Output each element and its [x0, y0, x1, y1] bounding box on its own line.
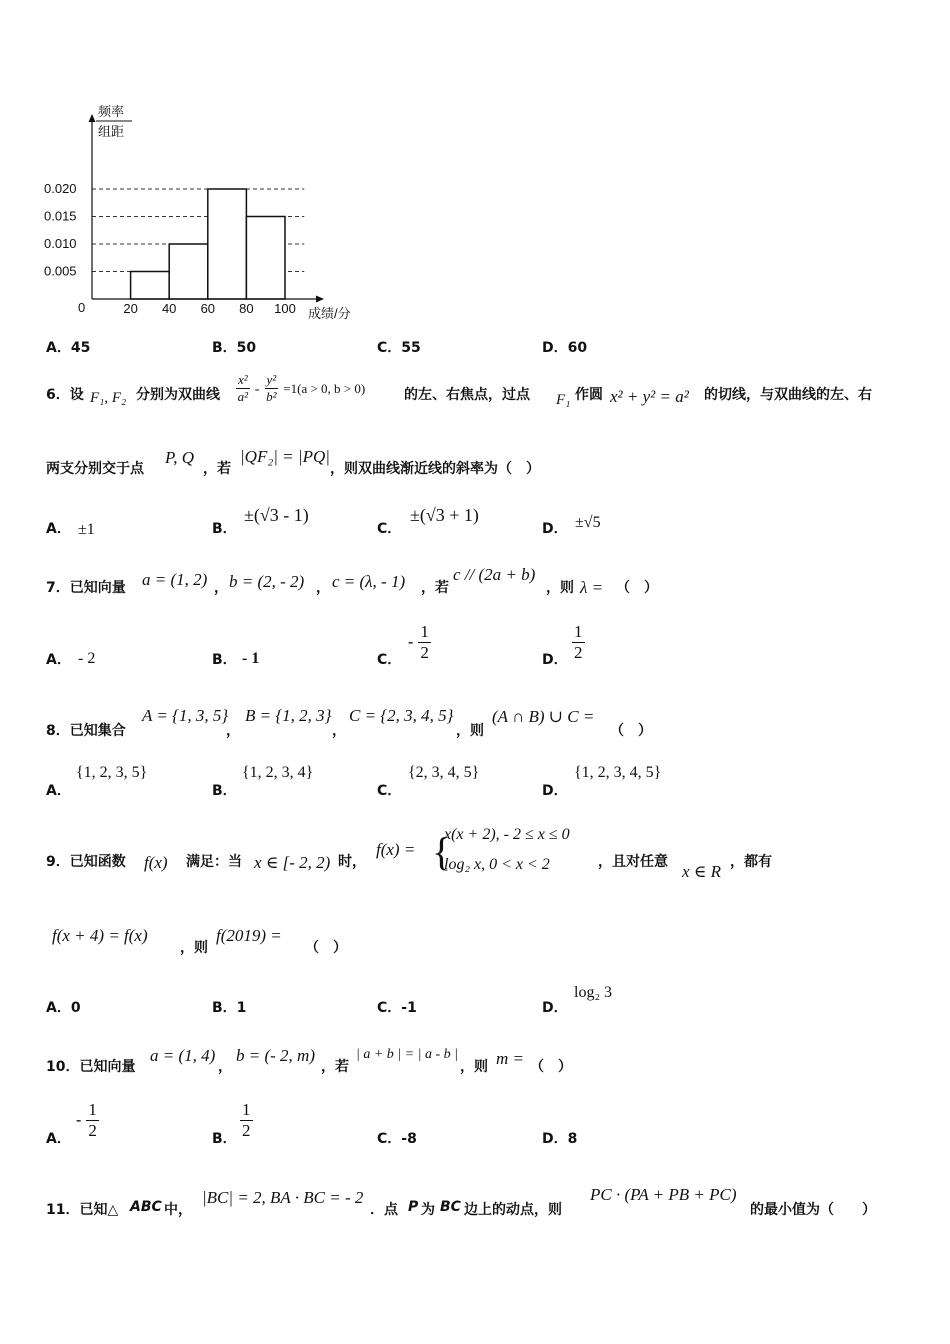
q9-text-3: ，且对任意	[598, 854, 668, 870]
q7-number: 7．已知向量	[46, 580, 126, 596]
q9-text-4: ，都有	[730, 854, 772, 870]
q6-f1: F₁	[556, 392, 571, 408]
q6-text-5: 两支分别交于点	[46, 461, 144, 477]
q9-text-2: 时，	[338, 854, 366, 870]
ylabel-bottom: 组距	[98, 124, 125, 139]
q8-option-c-label[interactable]: C．	[377, 783, 402, 799]
q10-option-a[interactable]: - $\frac{1}{2}$	[76, 1100, 97, 1140]
q11-text-3: 为	[421, 1202, 435, 1218]
q9-x-in-r: x ∈ R	[682, 862, 722, 881]
q5-option-d[interactable]: D．60	[542, 340, 588, 356]
histogram-chart	[40, 100, 370, 330]
y-axis-arrow	[89, 114, 96, 122]
q6-text-4: 的切线，与双曲线的左、右	[704, 387, 872, 403]
histogram-bar	[169, 244, 208, 299]
q9-function: f(x)	[144, 853, 168, 872]
q7-option-d[interactable]: $\frac{1}{2}$	[574, 622, 583, 662]
x-axis-arrow	[316, 296, 324, 303]
q8-option-a[interactable]: {1, 2, 3, 5}	[76, 764, 148, 781]
q10-option-d[interactable]: D．8	[542, 1131, 578, 1147]
q9-case-1: x(x + 2), - 2 ≤ x ≤ 0	[444, 826, 570, 843]
q6-text-1: 分别为双曲线	[136, 387, 220, 403]
q7-comma-2: ，	[316, 580, 330, 596]
q11-expression: PC · (PA + PB + PC)	[590, 1185, 737, 1204]
x-tick-label: 20	[123, 301, 138, 316]
q9-brace: {	[432, 829, 452, 874]
q8-text-2: （ ）	[610, 723, 652, 739]
q10-vector-a: a = (1, 4)	[150, 1046, 216, 1065]
q5-option-c[interactable]: C．55	[377, 340, 421, 356]
q7-condition: c // (2a + b)	[453, 565, 536, 584]
q10-option-b[interactable]: $\frac{1}{2}$	[242, 1100, 251, 1140]
y-tick-label: 0.005	[44, 263, 77, 279]
q5-option-b[interactable]: B．50	[212, 340, 257, 356]
q10-text-3: （ ）	[530, 1059, 572, 1075]
q6-text-7: ，则双曲线渐近线的斜率为（ ）	[330, 461, 540, 477]
q11-p: P	[408, 1199, 419, 1215]
q8-option-d[interactable]: {1, 2, 3, 4, 5}	[574, 764, 662, 781]
x-tick-label: 100	[274, 301, 296, 316]
q9-text-6: （ ）	[305, 940, 347, 956]
y-tick-label: 0.015	[44, 208, 77, 224]
x-tick-label: 60	[200, 301, 216, 316]
q8-option-a-label[interactable]: A．	[46, 783, 71, 799]
q9-option-d[interactable]: log₂ 3	[574, 984, 613, 1001]
q11-condition: |BC| = 2, BA · BC = - 2	[202, 1188, 364, 1207]
q6-circle: x² + y² = a²	[610, 387, 689, 406]
histogram-bar	[246, 217, 285, 300]
q8-comma-1: ，	[226, 723, 240, 739]
y-tick-label: 0.010	[44, 236, 77, 251]
q9-option-c-label[interactable]: C．-1	[377, 1000, 417, 1016]
q7-vector-a: a = (1, 2)	[142, 570, 208, 589]
q8-comma-2: ，	[332, 723, 346, 739]
q6-option-b[interactable]: ±(√3 - 1)	[244, 505, 309, 525]
q8-text-1: ，则	[456, 723, 484, 739]
q7-option-c[interactable]: - $\frac{1}{2}$	[408, 622, 429, 662]
origin-label: 0	[78, 300, 86, 315]
q8-option-b[interactable]: {1, 2, 3, 4}	[242, 764, 314, 781]
q6-option-a[interactable]: ±1	[78, 521, 95, 538]
q8-option-c[interactable]: {2, 3, 4, 5}	[408, 764, 480, 781]
q7-option-c-label[interactable]: C．	[377, 652, 402, 668]
q8-option-d-label[interactable]: D．	[542, 783, 568, 799]
q7-text-2: ，则	[546, 580, 574, 596]
q6-text-3: 作圆	[575, 387, 603, 403]
q7-option-b[interactable]: - 1	[242, 650, 260, 667]
q6-option-c-label[interactable]: C．	[377, 521, 402, 537]
q10-option-b-label[interactable]: B．	[212, 1131, 237, 1147]
x-tick-label: 40	[161, 301, 177, 316]
q6-pq: P, Q	[165, 448, 194, 467]
q9-fx: f(x) =	[376, 840, 416, 859]
q6-option-b-label[interactable]: B．	[212, 521, 237, 537]
q11-triangle: ABC	[130, 1199, 162, 1215]
q6-foci: F₁, F₂	[90, 390, 127, 406]
q11-text-5: 的最小值为（ ）	[750, 1202, 876, 1218]
q8-expression: (A ∩ B) ∪ C =	[492, 707, 595, 726]
q10-text-1: ，若	[321, 1059, 349, 1075]
q7-vector-b: b = (2, - 2)	[229, 572, 305, 591]
q10-number: 10．已知向量	[46, 1059, 136, 1075]
q9-domain: x ∈ [- 2, 2)	[254, 853, 331, 872]
q9-option-d-label[interactable]: D．	[542, 1000, 568, 1016]
q8-set-b: B = {1, 2, 3}	[245, 706, 332, 725]
q9-text-5: ，则	[180, 940, 208, 956]
q7-comma-1: ，	[214, 580, 228, 596]
q11-text-4: 边上的动点，则	[464, 1202, 562, 1218]
q11-bc: BC	[440, 1199, 461, 1215]
q7-option-d-label[interactable]: D．	[542, 652, 568, 668]
q9-question: f(2019) =	[216, 926, 282, 945]
q9-case-2: log₂ x, 0 < x < 2	[444, 856, 550, 873]
q10-condition: | a + b | = | a - b |	[356, 1047, 458, 1062]
histogram-bar	[131, 272, 170, 300]
q8-set-c: C = {2, 3, 4, 5}	[349, 706, 454, 725]
q10-option-c[interactable]: C．-8	[377, 1131, 417, 1147]
q9-option-a-label[interactable]: A．0	[46, 1000, 81, 1016]
ylabel-top: 频率	[98, 104, 125, 119]
q7-option-a[interactable]: - 2	[78, 650, 96, 667]
x-tick-label: 80	[239, 301, 254, 316]
q6-option-a-label[interactable]: A．	[46, 521, 71, 537]
q8-set-a: A = {1, 3, 5}	[142, 706, 229, 725]
q10-m: m =	[496, 1049, 524, 1068]
q10-comma-1: ，	[218, 1059, 232, 1075]
q11-text-2: ．点	[370, 1202, 398, 1218]
xlabel: 成绩/分	[308, 306, 351, 321]
q6-condition: |QF₂| = |PQ|	[240, 447, 330, 466]
q7-text-1: ，若	[421, 580, 449, 596]
histogram-bar	[208, 189, 247, 299]
q11-text-1: 中，	[164, 1202, 192, 1218]
q7-option-a-label[interactable]: A．	[46, 652, 71, 668]
q7-option-b-label[interactable]: B．	[212, 652, 237, 668]
q9-number: 9．已知函数	[46, 854, 126, 870]
q6-text-2: 的左、右焦点，过点	[404, 387, 530, 403]
q9-option-b-label[interactable]: B．1	[212, 1000, 247, 1016]
q7-vector-c: c = (λ, - 1)	[332, 572, 406, 591]
q6-option-d-label[interactable]: D．	[542, 521, 568, 537]
q10-vector-b: b = (- 2, m)	[236, 1046, 315, 1065]
q6-hyperbola: $\frac{\text{x²}}{\text{a²}}$ - $\frac{\text{y²}}{\text{b²}}$ =1(a > 0, b > 0)	[237, 372, 366, 404]
q11-number: 11．已知△	[46, 1202, 119, 1218]
q9-periodicity: f(x + 4) = f(x)	[52, 926, 148, 945]
q10-option-a-label[interactable]: A．	[46, 1131, 71, 1147]
q6-text-6: ，若	[203, 461, 231, 477]
q9-text-1: 满足：当	[186, 854, 242, 870]
q10-text-2: ，则	[460, 1059, 488, 1075]
q5-option-a[interactable]: A．45	[46, 340, 91, 356]
q7-text-3: （ ）	[616, 580, 658, 596]
q6-option-d[interactable]: ±√5	[575, 514, 601, 531]
q6-option-c[interactable]: ±(√3 + 1)	[410, 505, 479, 525]
q7-lambda: λ =	[580, 578, 604, 597]
y-tick-label: 0.020	[44, 181, 77, 196]
q6-number: 6．设	[46, 387, 84, 403]
q8-option-b-label[interactable]: B．	[212, 783, 237, 799]
q8-number: 8．已知集合	[46, 723, 126, 739]
